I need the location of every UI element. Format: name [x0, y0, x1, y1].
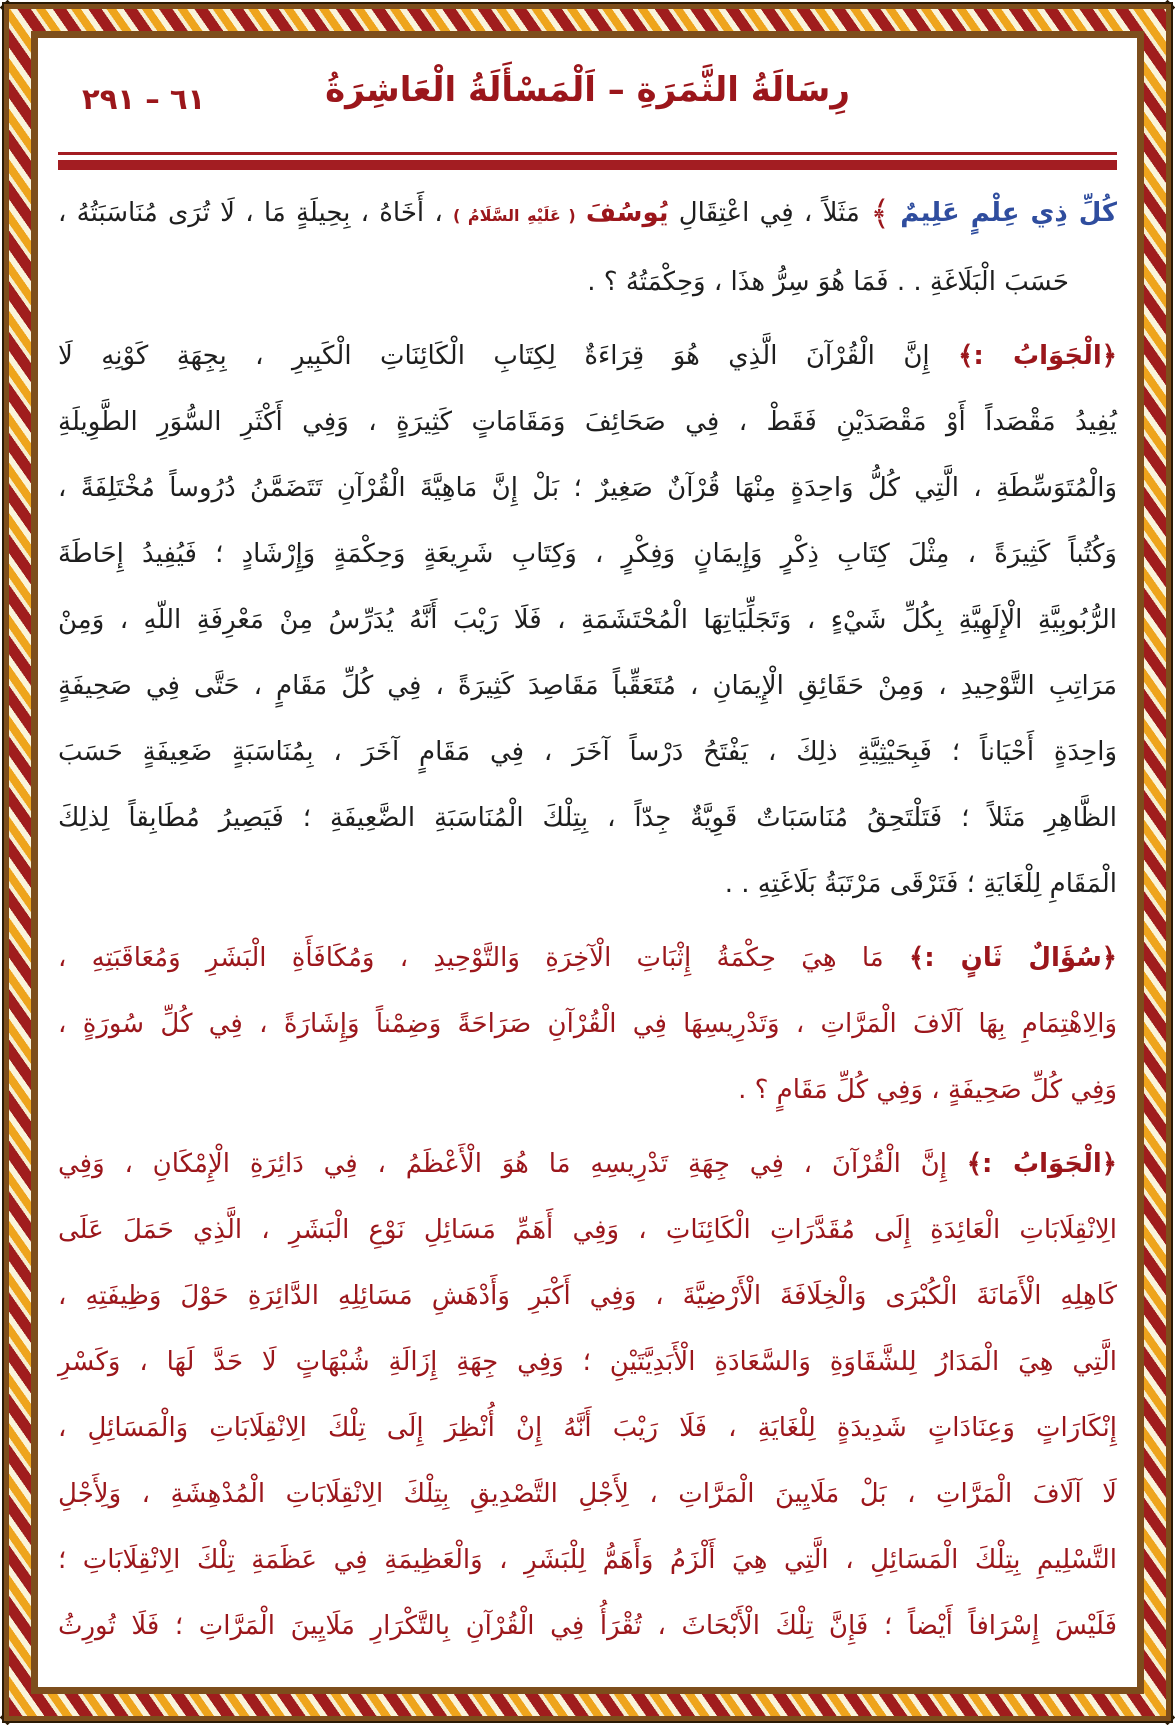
answer-marker: ﴿الْجَوَابُ :﴾ — [966, 1149, 1117, 1179]
text-line: وَكُتُباً كَثِيرَةً ، مِثْلَ كِتَابِ ذِكْرٍ وَإِيمَانٍ وَفِكْرٍ ، وَكِتَابِ شَرِيعَةٍ وَحِكْمَةٍ وَإِرْشَادٍ ؛ فَيُفِيدُ إِحَاطَةَ — [58, 539, 1117, 569]
text-segment: إِنَّ الْقُرْآنَ ، فِي جِهَةِ تَدْرِيسِهِ مَا هُوَ الْأَعْظَمُ ، فِي دَائِرَةِ الْإِمْكَانِ ، وَفِي — [58, 1149, 947, 1179]
text-line: وَالْمُتَوَسِّطَةِ ، الَّتِي كُلُّ وَاحِدَةٍ مِنْهَا قُرْآنٌ صَغِيرٌ ؛ بَلْ إِنَّ مَاهِيَّةَ الْقُرْآنِ تَتَضَمَّنُ دُرُوساً مُخْتَلِفَةً ، — [58, 473, 1117, 503]
page-header — [58, 52, 1117, 138]
quran-quote: كُلِّ ذِي عِلْمٍ عَلِيمٌ — [900, 198, 1118, 228]
text-line: حَسَبَ الْبَلَاغَةِ . . فَمَا هُوَ سِرُّ هذَا ، وَحِكْمَتُهُ ؟ . — [587, 267, 1069, 297]
page-content — [38, 38, 1137, 1687]
page-title: رِسَالَةُ الثَّمَرَةِ – اَلْمَسْأَلَةُ الْعَاشِرَةُ — [325, 70, 850, 110]
text-segment: إِنَّ الْقُرْآنَ الَّذِي هُوَ قِرَاءَةٌ لِكِتَابِ الْكَائِنَاتِ الْكَبِيرِ ، بِجِهَةِ كَوْنِهِ لَا — [58, 341, 930, 371]
text-line: الَّتِي هِيَ الْمَدَارُ لِلشَّقَاوَةِ وَالسَّعَادَةِ الْأَبَدِيَّتَيْنِ ؛ وَفِي جِهَةِ إِزَالَةِ شُبْهَاتٍ لَا حَدَّ لَهَا ، وَكَسْرِ — [58, 1347, 1117, 1377]
text-line: الرُّبُوبِيَّةِ الْإِلَهِيَّةِ بِكُلِّ شَيْءٍ ، وَتَجَلِّيَاتِهَا الْمُحْتَشَمَةِ ، فَلَا رَيْبَ أَنَّهُ يُدَرِّسُ مِنْ مَعْرِفَةِ اللّهِ ، وَمِنْ — [58, 605, 1117, 635]
text-line: فَلَيْسَ إِسْرَافاً أَيْضاً ؛ فَإِنَّ تِلْكَ الْأَبْحَاثَ ، تُقْرَأُ فِي الْقُرْآنِ بِالتَّكْرَارِ مَلَايِينَ الْمَرَّاتِ ؛ فَلَا تُورِثُ — [58, 1611, 1117, 1641]
ornate-bracket-icon: ﴾ — [870, 194, 891, 234]
text-line — [58, 323, 1117, 389]
text-segment: ، أَخَاهُ ، بِحِيلَةٍ مَا ، لَا تُرَى مُنَاسَبَتُهُ ، — [58, 198, 443, 228]
text-line — [58, 180, 1117, 249]
answer-marker: ﴿الْجَوَابُ :﴾ — [958, 341, 1117, 371]
header-rule-thick — [58, 160, 1117, 170]
text-line — [58, 1131, 1117, 1197]
text-line: التَّسْلِيمِ بِتِلْكَ الْمَسَائِلِ ، الَّتِي هِيَ أَلْزَمُ وَأَهَمُّ لِلْبَشَرِ ، وَالْعَظِيمَةِ فِي عَظَمَةِ تِلْكَ الِانْقِلَابَاتِ ؛ — [58, 1545, 1117, 1575]
page-number: ٦١ – ٢٩١ — [82, 82, 206, 116]
header-rule-thin — [58, 152, 1117, 155]
text-line: الِانْقِلَابَاتِ الْعَائِدَةِ إِلَى مُقَدَّرَاتِ الْكَائِنَاتِ ، وَفِي أَهَمِّ مَسَائِلِ نَوْعِ الْبَشَرِ ، الَّذِي حَمَلَ عَلَى — [58, 1215, 1117, 1245]
text-line: يُفِيدُ مَقْصَداً أَوْ مَقْصَدَيْنِ فَقَطْ ، فِي صَحَائِفَ وَمَقَامَاتٍ كَثِيرَةٍ ، وَفِي أَكْثَرِ السُّوَرِ الطَّوِيلَةِ — [58, 407, 1117, 437]
text-segment: مَثَلاً ، فِي اعْتِقَالِ — [678, 198, 860, 228]
text-line: إِنْكَارَاتٍ وَعِنَادَاتٍ شَدِيدَةٍ لِلْغَايَةِ ، فَلَا رَيْبَ أَنَّهُ إِنْ أُنْظِرَ إِلَى تِلْكَ الِانْقِلَابَاتِ وَالْمَسَائِلِ ، — [58, 1413, 1117, 1443]
paragraph-answer-1 — [58, 323, 1117, 917]
text-line: الْمَقَامِ لِلْغَايَةِ ؛ فَتَرْقَى مَرْتَبَةُ بَلَاغَتِهِ . . — [724, 869, 1117, 899]
text-line: كَاهِلِهِ الْأَمَانَةَ الْكُبْرَى وَالْخِلَافَةَ الْأَرْضِيَّةَ ، وَفِي أَكْبَرِ وَأَدْهَشِ مَسَائِلِهِ الدَّائِرَةِ حَوْلَ وَظِيفَتِهِ ، — [58, 1281, 1117, 1311]
text-line — [58, 925, 1117, 991]
text-line: مَرَاتِبِ التَّوْحِيدِ ، وَمِنْ حَقَائِقِ الْإِيمَانِ ، مُتَعَقِّباً مَقَاصِدَ كَثِيرَةً ، فِي كُلِّ مَقَامٍ ، حَتَّى فِي صَحِيفَةٍ — [58, 671, 1117, 701]
prophet-name: يُوسُفَ — [585, 198, 669, 228]
text-line: لَا آلَافَ الْمَرَّاتِ ، بَلْ مَلَايِينَ الْمَرَّاتِ ، لِأَجْلِ التَّصْدِيقِ بِتِلْكَ الِانْقِلَابَاتِ الْمُدْهِشَةِ ، وَلِأَجْلِ — [58, 1479, 1117, 1509]
text-line: الظَّاهِرِ مَثَلاً ؛ فَتَلْتَحِقُ مُنَاسَبَاتٌ قَوِيَّةٌ جِدّاً ، بِتِلْكَ الْمُنَاسَبَةِ الضَّعِيفَةِ ؛ فَيَصِيرُ مُطَابِقاً لِذلِكَ — [58, 803, 1117, 833]
text-line: وَاحِدَةٍ أَحْيَاناً ؛ فَبِحَيْثِيَّةِ ذلِكَ ، يَفْتَحُ دَرْساً آخَرَ ، فِي مَقَامٍ آخَرَ ، بِمُنَاسَبَةٍ ضَعِيفَةٍ حَسَبَ — [58, 737, 1117, 767]
body-text — [58, 180, 1117, 1659]
text-line: وَالِاهْتِمَامِ بِهَا آلَافَ الْمَرَّاتِ ، وَتَدْرِيسِهَا فِي الْقُرْآنِ صَرَاحَةً وَضِمْناً وَإِشَارَةً ، فِي كُلِّ سُورَةٍ ، — [58, 1009, 1117, 1039]
text-segment: مَا هِيَ حِكْمَةُ إِثْبَاتِ الْآخِرَةِ وَالتَّوْحِيدِ ، وَمُكَافَأَةِ الْبَشَرِ وَمُعَاقَبَتِهِ ، — [58, 943, 884, 973]
text-line: وَفِي كُلِّ صَحِيفَةٍ ، وَفِي كُلِّ مَقَامٍ ؟ . — [738, 1075, 1117, 1105]
paragraph-question-2 — [58, 925, 1117, 1123]
paragraph-answer-2 — [58, 1131, 1117, 1659]
question-marker: ﴿سُؤَالٌ ثَانٍ :﴾ — [908, 943, 1117, 973]
paragraph-quote — [58, 180, 1117, 315]
honorific-badge: ( عَلَيْهِ السَّلَامُ ) — [453, 206, 576, 225]
